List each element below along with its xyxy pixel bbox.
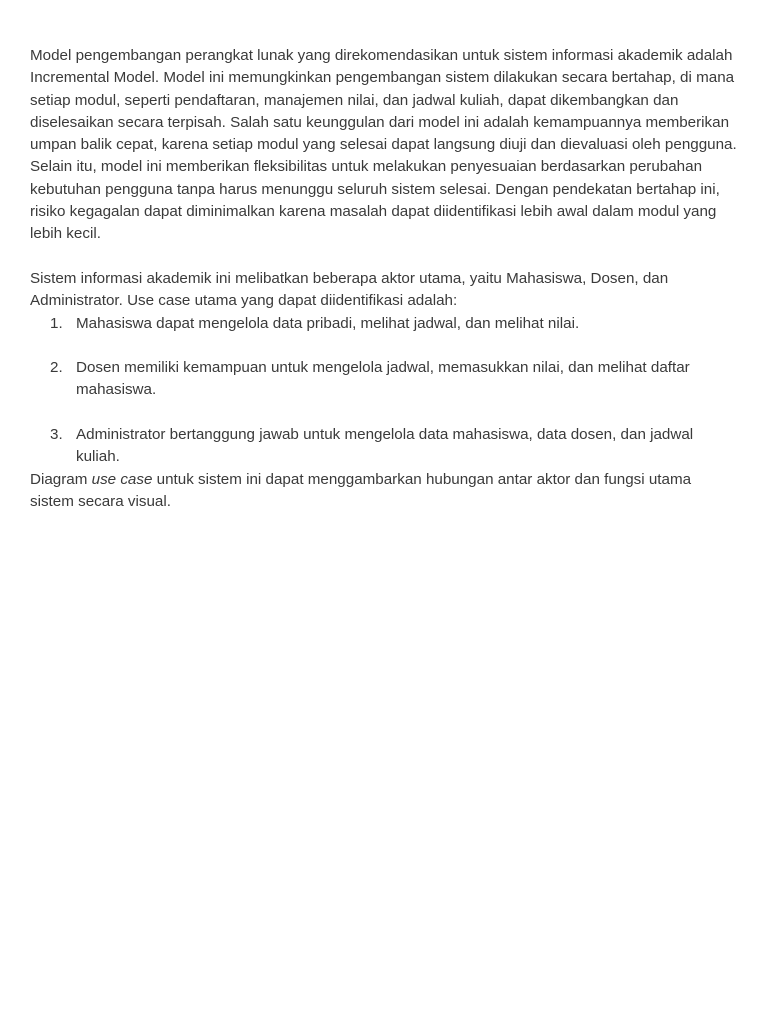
closing-emphasis: use case bbox=[91, 470, 153, 488]
list-item bbox=[30, 357, 738, 402]
list-item bbox=[30, 313, 738, 335]
list-item-text: Dosen memiliki kemampuan untuk mengelola jadwal, memasukkan nilai, dan melihat daftar mahasiswa. bbox=[76, 359, 690, 399]
closing-text-before: Diagram bbox=[30, 470, 92, 488]
paragraph-incremental-model: Model pengembangan perangkat lunak yang direkomendasikan untuk sistem informasi akademik adalah Incremental Model. Model ini memungkinkan pengembangan sistem dilakukan secara bertahap, di mana setiap modul, seperti pendaftaran, manajemen nilai, dan jadwal kuliah, dapat dikembangkan dan diselesaikan secara terpisah. Salah satu keunggulan dari model ini adalah kemampuannya memberikan umpan balik cepat, karena setiap modul yang selesai dapat langsung diuji dan dievaluasi oleh pengguna. Selain itu, model ini memberikan fleksibilitas untuk melakukan penyesuaian berdasarkan perubahan kebutuhan pengguna tanpa harus menunggu seluruh sistem selesai. Dengan pendekatan bertahap ini, risiko kegagalan dapat diminimalkan karena masalah dapat diidentifikasi lebih awal dalam modul yang lebih kecil. bbox=[30, 47, 737, 243]
use-case-list bbox=[30, 313, 738, 469]
closing-text-after: untuk sistem ini dapat menggambarkan hubungan antar aktor dan fungsi utama sistem secara visual. bbox=[30, 470, 692, 510]
list-item-text: Administrator bertanggung jawab untuk mengelola data mahasiswa, data dosen, dan jadwal kuliah. bbox=[76, 426, 694, 466]
list-item-number: 1. bbox=[50, 314, 63, 332]
list-item-number: 3. bbox=[50, 426, 63, 444]
paragraph-actors-intro: Sistem informasi akademik ini melibatkan beberapa aktor utama, yaitu Mahasiswa, Dosen, dan Administrator. Use case utama yang dapat diidentifikasi adalah: bbox=[30, 269, 669, 310]
list-item-number: 2. bbox=[50, 359, 63, 377]
list-item-text: Mahasiswa dapat mengelola data pribadi, melihat jadwal, dan melihat nilai. bbox=[76, 314, 580, 332]
list-item bbox=[30, 424, 738, 469]
paragraph-closing bbox=[30, 469, 738, 514]
